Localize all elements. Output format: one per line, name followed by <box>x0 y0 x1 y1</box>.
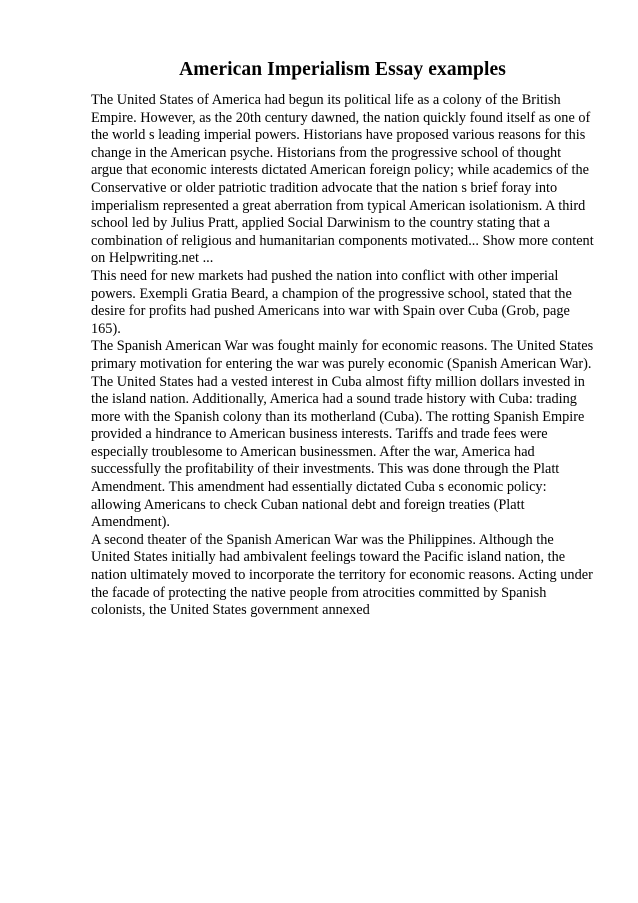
paragraph-1: The United States of America had begun its political life as a colony of the British Empire. However, as the 20th century dawned, the nation quickly found itself as one of the world s leading imperial powers. Historians have proposed various reasons for this change in the American psyche. Historians from the progressive school of thought argue that economic interests dictated American foreign policy; while academics of the Conservative or older patriotic tradition advocate that the nation s brief foray into imperialism represented a great aberration from typical American isolationism. A third school led by Julius Pratt, applied Social Darwinism to the country stating that a combination of religious and humanitarian components motivated... Show more content on Helpwriting.net ... <box>91 92 594 267</box>
paragraph-2: This need for new markets had pushed the nation into conflict with other imperial powers. Exempli Gratia Beard, a champion of the progressive school, stated that the desire for profits had pushed Americans into war with Spain over Cuba (Grob, page 165). <box>91 267 572 337</box>
page-title: American Imperialism Essay examples <box>179 59 506 80</box>
paragraph-4: A second theater of the Spanish American War was the Philippines. Although the United States initially had ambivalent feelings toward the Pacific island nation, the nation ultimately moved to incorporate the territory for economic reasons. Acting under the facade of protecting the native people from atrocities committed by Spanish colonists, the United States government annexed <box>91 531 593 619</box>
paragraph-3: The Spanish American War was fought mainly for economic reasons. The United States primary motivation for entering the war was purely economic (Spanish American War). The United States had a vested interest in Cuba almost fifty million dollars invested in the island nation. Additionally, America had a sound trade history with Cuba: trading more with the Spanish colony than its motherland (Cuba). The rotting Spanish Empire provided a hindrance to American business interests. Tariffs and trade fees were especially troublesome to American businessmen. After the war, America had successfully the profitability of their investments. This was done through the Platt Amendment. This amendment had essentially dictated Cuba s economic policy: allowing Americans to check Cuban national debt and foreign treaties (Platt Amendment). <box>91 338 594 531</box>
